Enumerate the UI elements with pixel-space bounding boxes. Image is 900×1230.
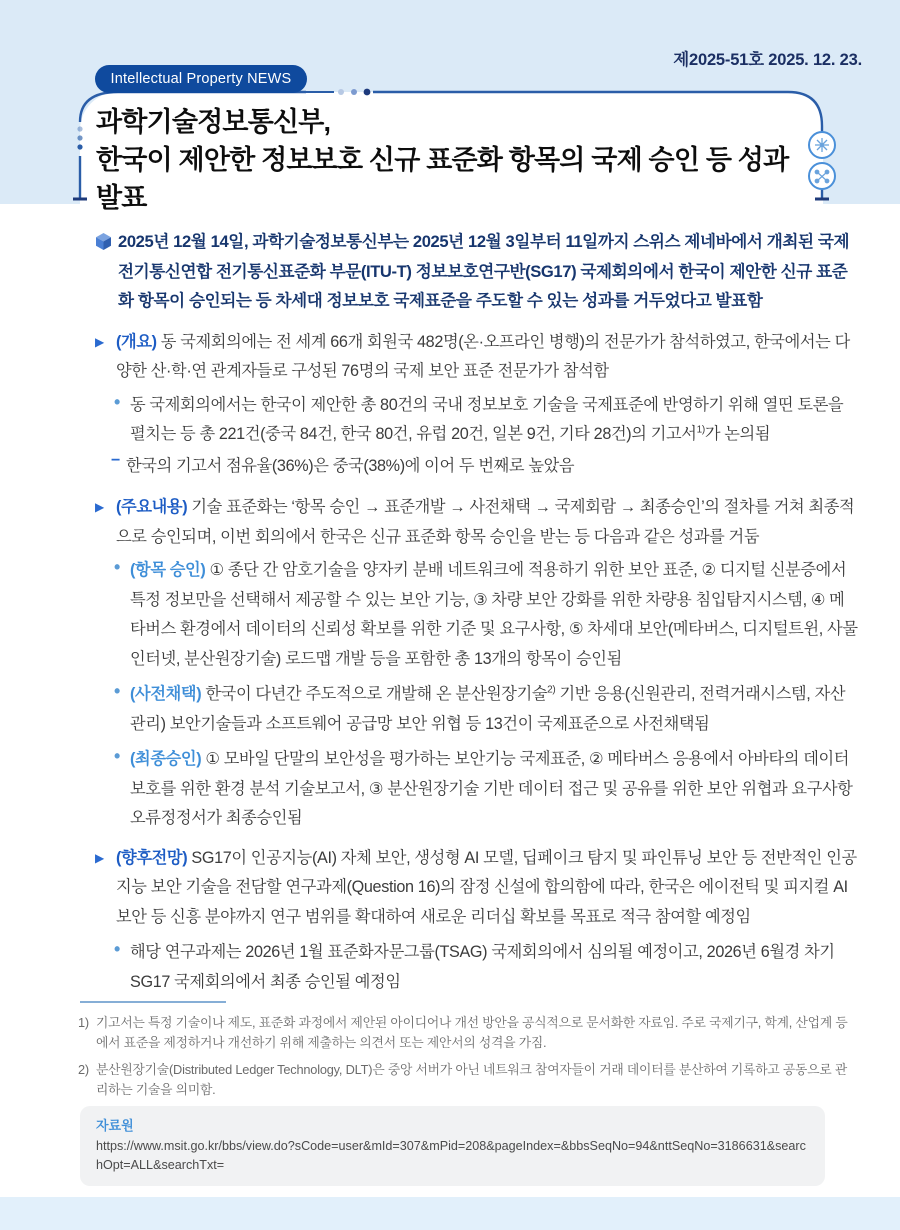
footnote-1-marker: 1) (78, 1015, 89, 1030)
section-overview-body: 동 국제회의에는 전 세계 66개 회원국 482명(온·오프라인 병행)의 전문가가 참석하였고, 한국에서는 다양한 산·학·연 관계자들로 구성된 76명의 국제 보안 표준 전문가가 참석함 (116, 332, 850, 380)
preadopt-post: 기반 응용(신원관리, 전력거래시스템, 자산관리) 보안기술들과 소프트웨어 공급망 보안 위협 등 13건이 국제표준으로 사전채택됨 (130, 685, 846, 733)
section-overview-text (116, 328, 859, 387)
lead-paragraph-text: 2025년 12월 14일, 과학기술정보통신부는 2025년 12월 3일부터 11일까지 스위스 제네바에서 개최된 국제전기통신연합 전기통신표준화 부문(ITU-T) 정보보호연구반(SG17) 국제회의에서 한국이 제안한 신규 표준화 항목이 승인되는 등 차세대 정보보호 국제표준을 주도할 수 있는 성과를 거두었다고 발표함 (118, 232, 850, 310)
bullet-dot-icon: • (114, 746, 121, 766)
source-box (80, 1106, 825, 1186)
overview-dash-1-text: 한국의 기고서 점유율(36%)은 중국(38%)에 이어 두 번째로 높았음 (126, 456, 575, 475)
footnote-1-text: 기고서는 특정 기술이나 제도, 표준화 과정에서 제안된 아이디어나 개선 방안을 공식적으로 문서화한 자료임. 주로 국제기구, 학계, 산업계 등에서 표준을 제정하거나 개선하기 위해 제출하는 의견서 또는 제안서의 성격을 가짐. (96, 1015, 848, 1050)
dash-marker: − (111, 451, 121, 469)
section-arrow-icon: ▶ (95, 850, 105, 865)
section-main-text (116, 493, 859, 552)
section-overview-label: (개요) (116, 332, 157, 351)
approval-body: ① 종단 간 암호기술을 양자키 분배 네트워크에 적용하기 위한 보안 표준, ② 디지털 신분증에서 특정 정보만을 선택해서 제공할 수 있는 보안 기능, ③ 차량 보안 강화를 위한 차량용 침입탐지시스템, ④ 메타버스 환경에서 데이터의 신뢰성 확보를 위한 기준 및 요구사항, ⑤ 차세대 보안(메타버스, 디지털트윈, 사물인터넷, 분산원장기술) 로드맵 개발 등을 포함한 총 13개의 항목이 승인됨 (130, 561, 858, 668)
lead-paragraph (95, 227, 859, 316)
footnotes (78, 1013, 848, 1099)
overview-bullet-1-post: 가 논의됨 (704, 425, 771, 443)
newsletter-badge (95, 65, 307, 93)
bullet-dot-icon: • (114, 557, 121, 577)
main-bullet-preadopt (114, 680, 859, 739)
article-body (95, 227, 859, 999)
footnote-2-text: 분산원장기술(Distributed Ledger Technology, DLT)은 중앙 서버가 아닌 네트워크 참여자들이 거래 데이터를 분산하여 기록하고 공동으로 관리하는 기술을 의미함. (96, 1062, 848, 1097)
source-url-link[interactable]: https://www.msit.go.kr/bbs/view.do?sCode=user&mId=307&mPid=208&pageIndex=&bbsSeqNo=94&nttSeqNo=3186631&searchOpt=ALL&searchTxt= (96, 1139, 806, 1172)
page-title-line2: 한국이 제안한 정보보호 신규 표준화 항목의 국제 승인 등 성과 발표 (96, 145, 789, 213)
main-bullet-final-text (130, 745, 859, 834)
section-main-label: (주요내용) (116, 498, 188, 516)
footnote-ref-1: 1) (696, 424, 705, 436)
section-main (95, 493, 859, 552)
footnote-2-marker: 2) (78, 1062, 89, 1077)
main-bullet-final (114, 745, 859, 834)
main-bullet-approval-text (130, 556, 859, 674)
overview-bullet-1-text (130, 391, 859, 450)
footnote-separator (80, 1001, 226, 1003)
section-main-body: 기술 표준화는 ‘항목 승인 → 표준개발 → 사전채택 → 국제회람 → 최종승인’의 절차를 거쳐 최종적으로 승인되며, 이번 회의에서 한국은 신규 표준화 항목 승인을 받는 등 다음과 같은 성과를 거둠 (116, 498, 855, 546)
section-outlook (95, 844, 859, 933)
final-body: ① 모바일 단말의 보안성을 평가하는 보안기능 국제표준, ② 메타버스 응용에서 아바타의 데이터 보호를 위한 환경 분석 기술보고서, ③ 분산원장기술 기반 데이터 접근 및 공유를 위한 보안 위협과 요구사항 오류정정서가 최종승인됨 (130, 750, 853, 827)
final-label: (최종승인) (130, 750, 202, 768)
footnote-1 (78, 1013, 848, 1052)
section-outlook-text (116, 844, 859, 933)
page-title (96, 103, 816, 217)
approval-label: (항목 승인) (130, 561, 206, 579)
outlook-bullet-1-text: 해당 연구과제는 2026년 1월 표준화자문그룹(TSAG) 국제회의에서 심의될 예정이고, 2026년 6월경 차기 SG17 국제회의에서 최종 승인될 예정임 (130, 943, 835, 991)
outlook-bullet-1 (114, 938, 859, 997)
overview-bullet-1 (114, 391, 859, 450)
bullet-dot-icon: • (114, 391, 121, 412)
cube-bullet-icon (95, 233, 112, 251)
bullet-dot-icon: • (114, 681, 121, 701)
preadopt-pre: 한국이 다년간 주도적으로 개발해 온 분산원장기술 (201, 685, 548, 703)
overview-bullet-1-pre: 동 국제회의에서는 한국이 제안한 총 80건의 국내 정보보호 기술을 국제표준에 반영하기 위해 열띤 토론을 펼치는 등 총 221건(중국 84건, 한국 80건, 유럽 20건, 일본 9건, 기타 28건)의 기고서 (130, 395, 844, 443)
issue-number: 제2025-51호 2025. 12. 23. (673, 51, 862, 69)
preadopt-label: (사전채택) (130, 685, 202, 703)
section-arrow-icon: ▶ (95, 334, 105, 349)
bottom-background-band (0, 1197, 900, 1230)
section-arrow-icon: ▶ (95, 500, 105, 514)
section-outlook-label: (향후전망) (116, 848, 188, 867)
footnote-ref-2: 2) (547, 684, 556, 696)
main-bullet-approval (114, 556, 859, 674)
section-outlook-body: SG17이 인공지능(AI) 자체 보안, 생성형 AI 모델, 딥페이크 탐지 및 파인튜닝 보안 등 전반적인 인공지능 보안 기술을 전담할 연구과제(Question 16)의 잠정 신설에 합의함에 따라, 한국은 에이전틱 및 피지컬 AI 보안 등 신흥 분야까지 연구 범위를 확대하여 새로운 리더십 확보를 목표로 적극 참여할 예정임 (116, 848, 857, 926)
page-title-line1: 과학기술정보통신부, (96, 107, 331, 137)
section-overview (95, 328, 859, 387)
bullet-dot-icon: • (114, 939, 121, 959)
main-bullet-preadopt-text (130, 680, 859, 739)
overview-dash-1 (111, 452, 859, 482)
source-label: 자료원 (96, 1118, 134, 1133)
footnote-2 (78, 1060, 848, 1099)
newsletter-badge-label: Intellectual Property NEWS (110, 71, 292, 87)
